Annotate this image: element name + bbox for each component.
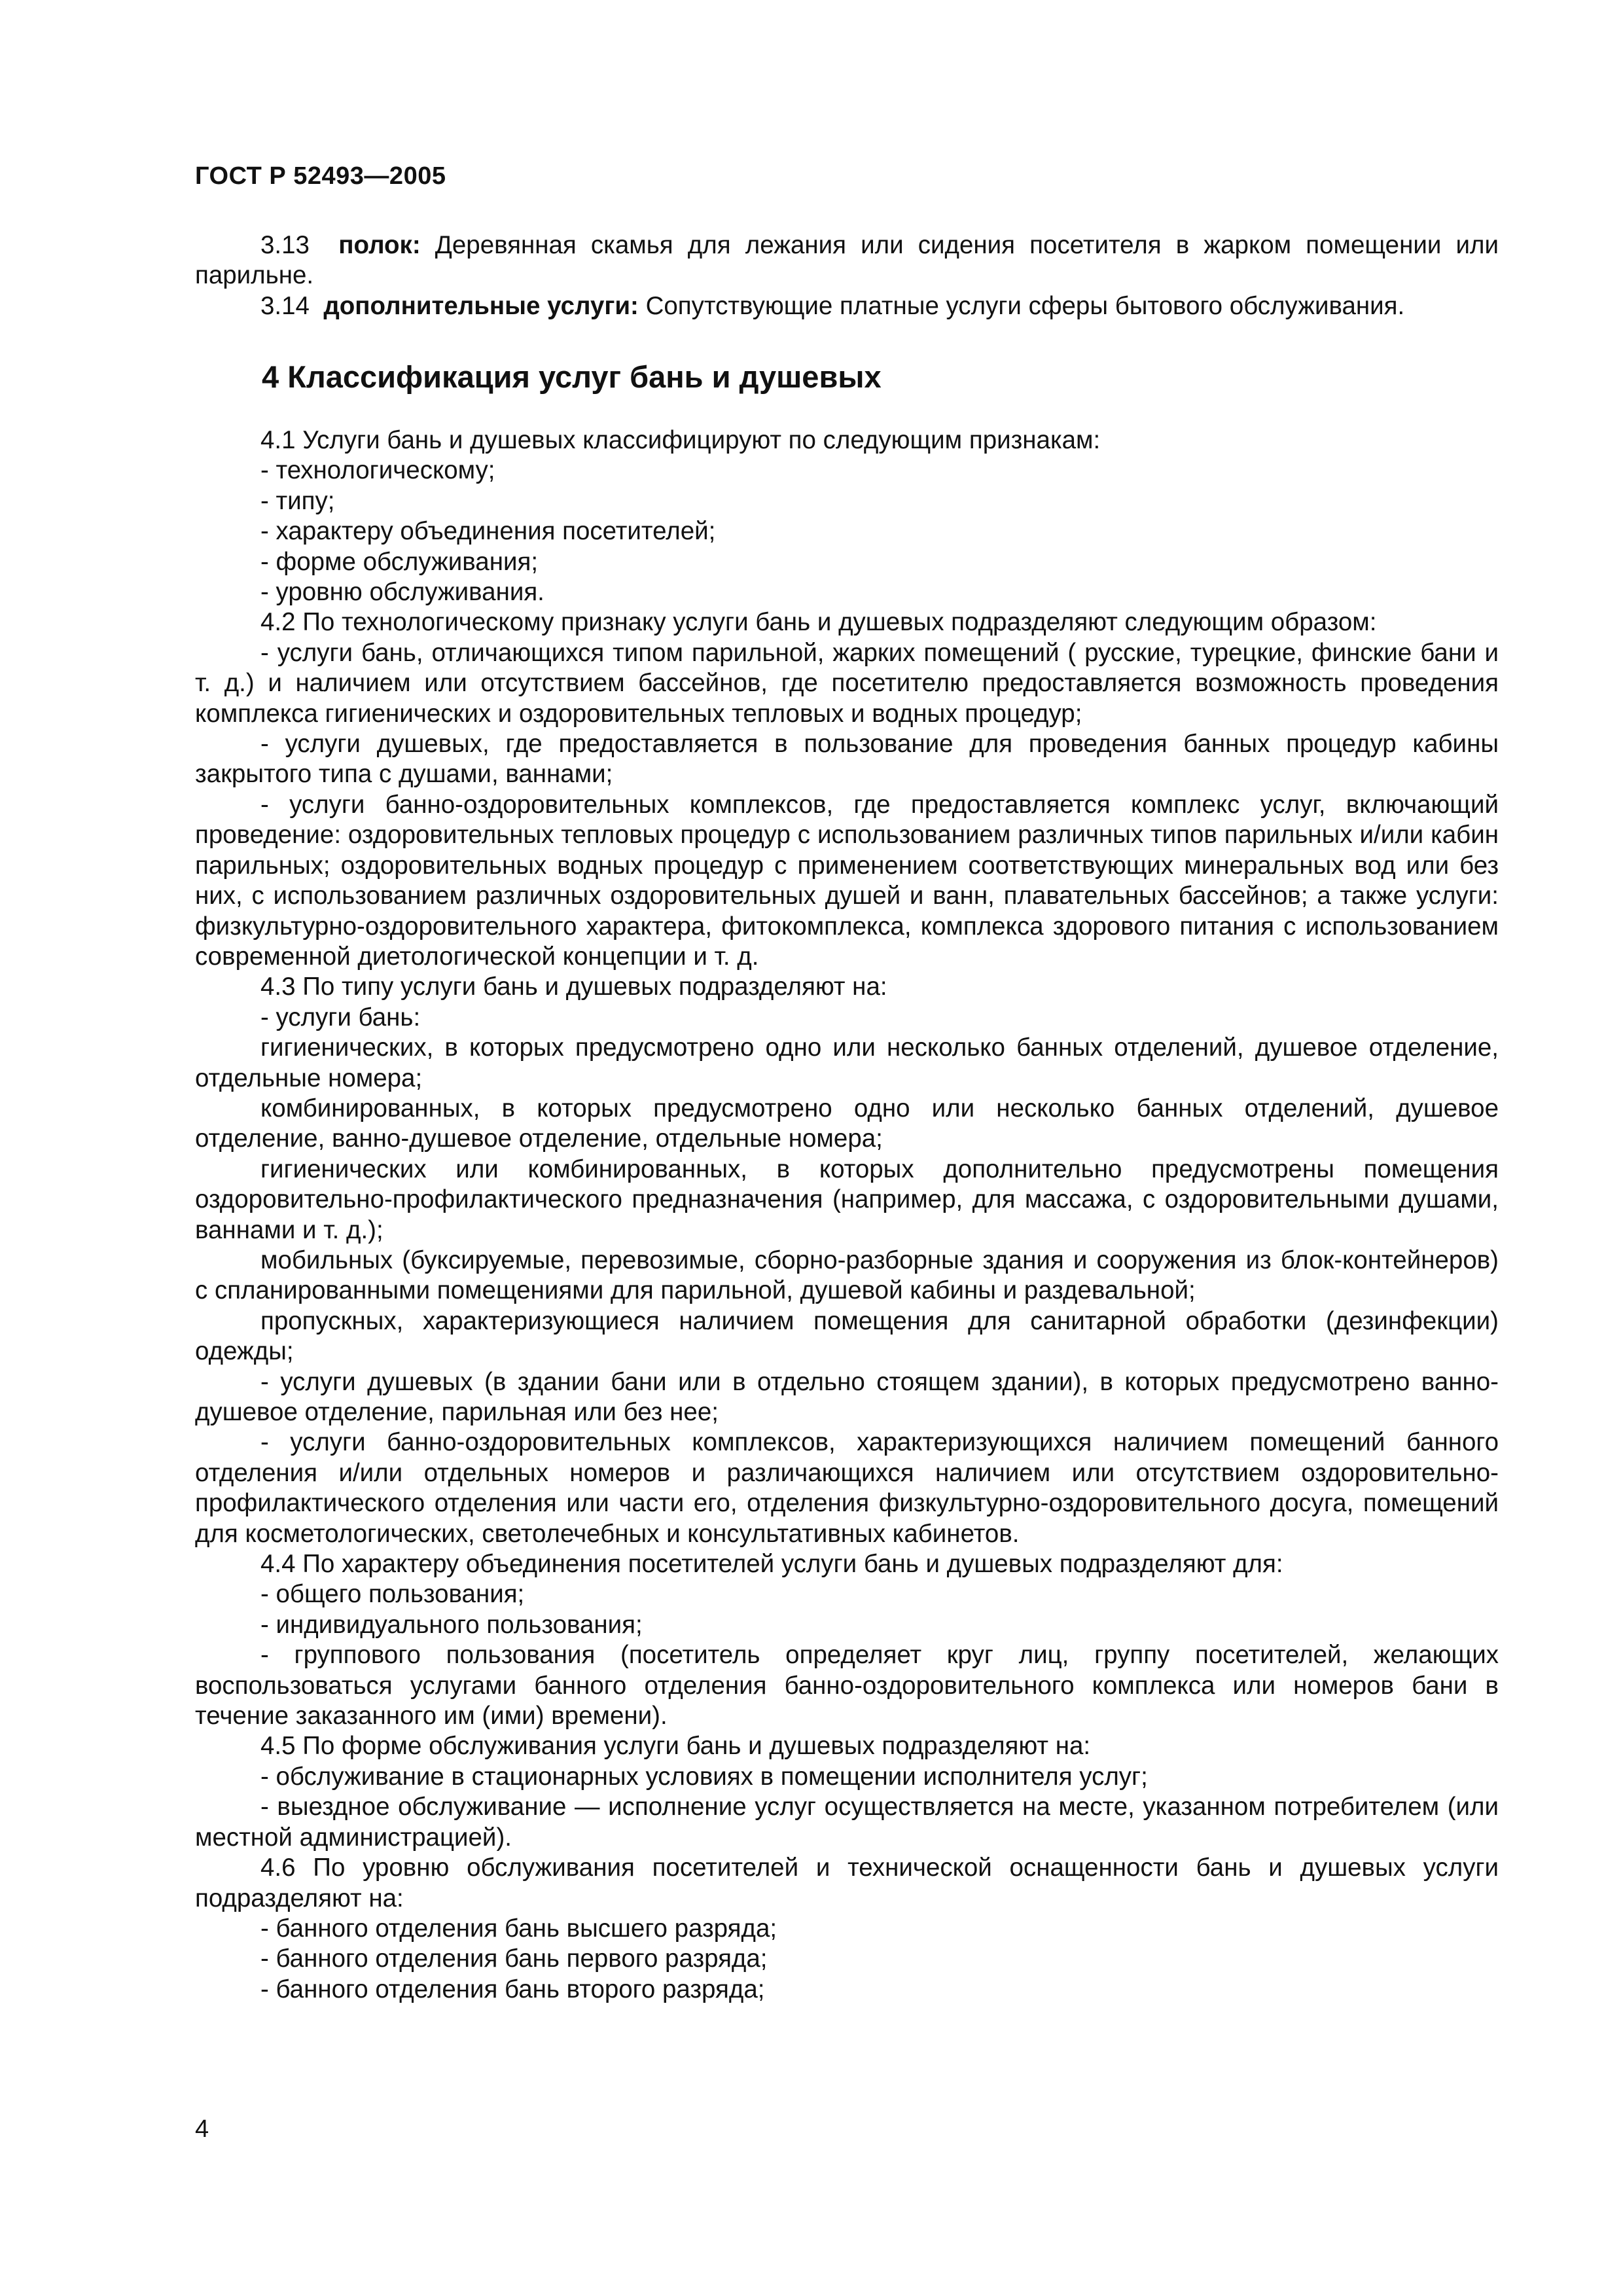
section-heading: 4 Классификация услуг бань и душевых (262, 359, 882, 394)
paragraph: - услуги банно-оздоровительных комплексов, где предоставляется комплекс услуг, включающий проведение: оздоровительных тепловых процедур с использованием различных типов парильных и/или кабин парильных; оздоровительных водных процедур с применением соответствующих минеральных вод или без них, с использованием различных оздоровительных душей и ванн, плавательных бассейнов; а также услуги: физкультурно-оздоровительного характера, фитокомплекса, комплекса здорового питания с использованием современной диетологической концепции и т. д. (195, 790, 1499, 971)
paragraph: - уровню обслуживания. (260, 578, 544, 607)
paragraph: пропускных, характеризующиеся наличием помещения для санитарной обработки (дезинфекции) одежды; (195, 1306, 1499, 1366)
paragraph: гигиенических или комбинированных, в которых дополнительно предусмотрены помещения оздоровительно-профилактического предназначения (например, для массажа, с оздоровительными душами, ваннами и т. д.); (195, 1155, 1499, 1244)
definition-text: Сопутствующие платные услуги сферы бытового обслуживания. (638, 291, 1405, 320)
paragraph: - выездное обслуживание — исполнение услуг осуществляется на месте, указанном потребителем (или местной администрацией). (195, 1793, 1499, 1852)
paragraph: - услуги душевых, где предоставляется в пользование для проведения банных процедур кабины закрытого типа с душами, ваннами; (195, 730, 1499, 789)
paragraph: - обслуживание в стационарных условиях в помещении исполнителя услуг; (260, 1762, 1148, 1791)
paragraph: - форме обслуживания; (260, 547, 539, 576)
paragraph: - банного отделения бань высшего разряда; (260, 1914, 777, 1943)
paragraph: - характеру объединения посетителей; (260, 517, 716, 546)
paragraph: - услуги бань: (260, 1003, 421, 1031)
paragraph: 4.2 По технологическому признаку услуги бань и душевых подразделяют следующим образом: (260, 608, 1377, 637)
term: полок: (338, 231, 421, 259)
paragraph: 4.1 Услуги бань и душевых классифицируют по следующим признакам: (260, 426, 1101, 454)
definition-3-13 (195, 230, 1499, 291)
paragraph: - банного отделения бань второго разряда; (260, 1975, 765, 2003)
paragraph: - услуги душевых (в здании бани или в отдельно стоящем здании), в которых предусмотрено ванно-душевое отделение, парильная или без нее; (195, 1367, 1499, 1426)
paragraph: - группового пользования (посетитель определяет круг лиц, группу посетителей, желающих воспользоваться услугами банного отделения банно-оздоровительного комплекса или номеров бани в течение заказанного им (ими) времени). (195, 1641, 1499, 1731)
definition-text: Деревянная скамья для лежания или сидения посетителя в жарком помещении или парильне. (195, 231, 1499, 290)
term: дополнительные услуги: (323, 291, 639, 320)
paragraph: - технологическому; (260, 456, 495, 485)
page-number: 4 (195, 2115, 209, 2143)
paragraph: 4.3 По типу услуги бань и душевых подразделяют на: (260, 973, 887, 1001)
document-header: ГОСТ Р 52493—2005 (195, 162, 446, 190)
paragraph: - услуги бань, отличающихся типом парильной, жарких помещений ( русские, турецкие, финские бани и т. д.) и наличием или отсутствием бассейнов, где посетителю предоставляется возможность проведения комплекса гигиенических и оздоровительных тепловых и водных процедур; (195, 638, 1499, 728)
section-body (195, 425, 1499, 2005)
clause-number: 3.13 (260, 231, 310, 259)
paragraph: - индивидуального пользования; (260, 1610, 643, 1639)
paragraph: 4.4 По характеру объединения посетителей услуги бань и душевых подразделяют для: (260, 1550, 1283, 1579)
paragraph: гигиенических, в которых предусмотрено одно или несколько банных отделений, душевое отделение, отдельные номера; (195, 1033, 1499, 1092)
document-body (195, 230, 1499, 321)
paragraph: мобильных (буксируемые, перевозимые, сборно-разборные здания и сооружения из блок-контейнеров) с спланированными помещениями для парильной, душевой кабины и раздевальной; (195, 1246, 1499, 1305)
paragraph: - банного отделения бань первого разряда; (260, 1945, 768, 1973)
paragraph: 4.6 По уровню обслуживания посетителей и технической оснащенности бань и душевых услуги подразделяют на: (195, 1854, 1499, 1912)
paragraph: - услуги банно-оздоровительных комплексов, характеризующихся наличием помещений банного отделения и/или отдельных номеров и различающихся наличием или отсутствием оздоровительно-профилактического отделения или части его, отделения физкультурно-оздоровительного досуга, помещений для косметологических, светолечебных и консультативных кабинетов. (195, 1428, 1499, 1548)
definition-3-14 (195, 291, 1499, 321)
paragraph: 4.5 По форме обслуживания услуги бань и душевых подразделяют на: (260, 1732, 1091, 1761)
paragraph: - общего пользования; (260, 1580, 525, 1609)
paragraph: комбинированных, в которых предусмотрено одно или несколько банных отделений, душевое отделение, ванно-душевое отделение, отдельные номера; (195, 1094, 1499, 1153)
clause-number: 3.14 (260, 291, 310, 320)
paragraph: - типу; (260, 486, 335, 515)
